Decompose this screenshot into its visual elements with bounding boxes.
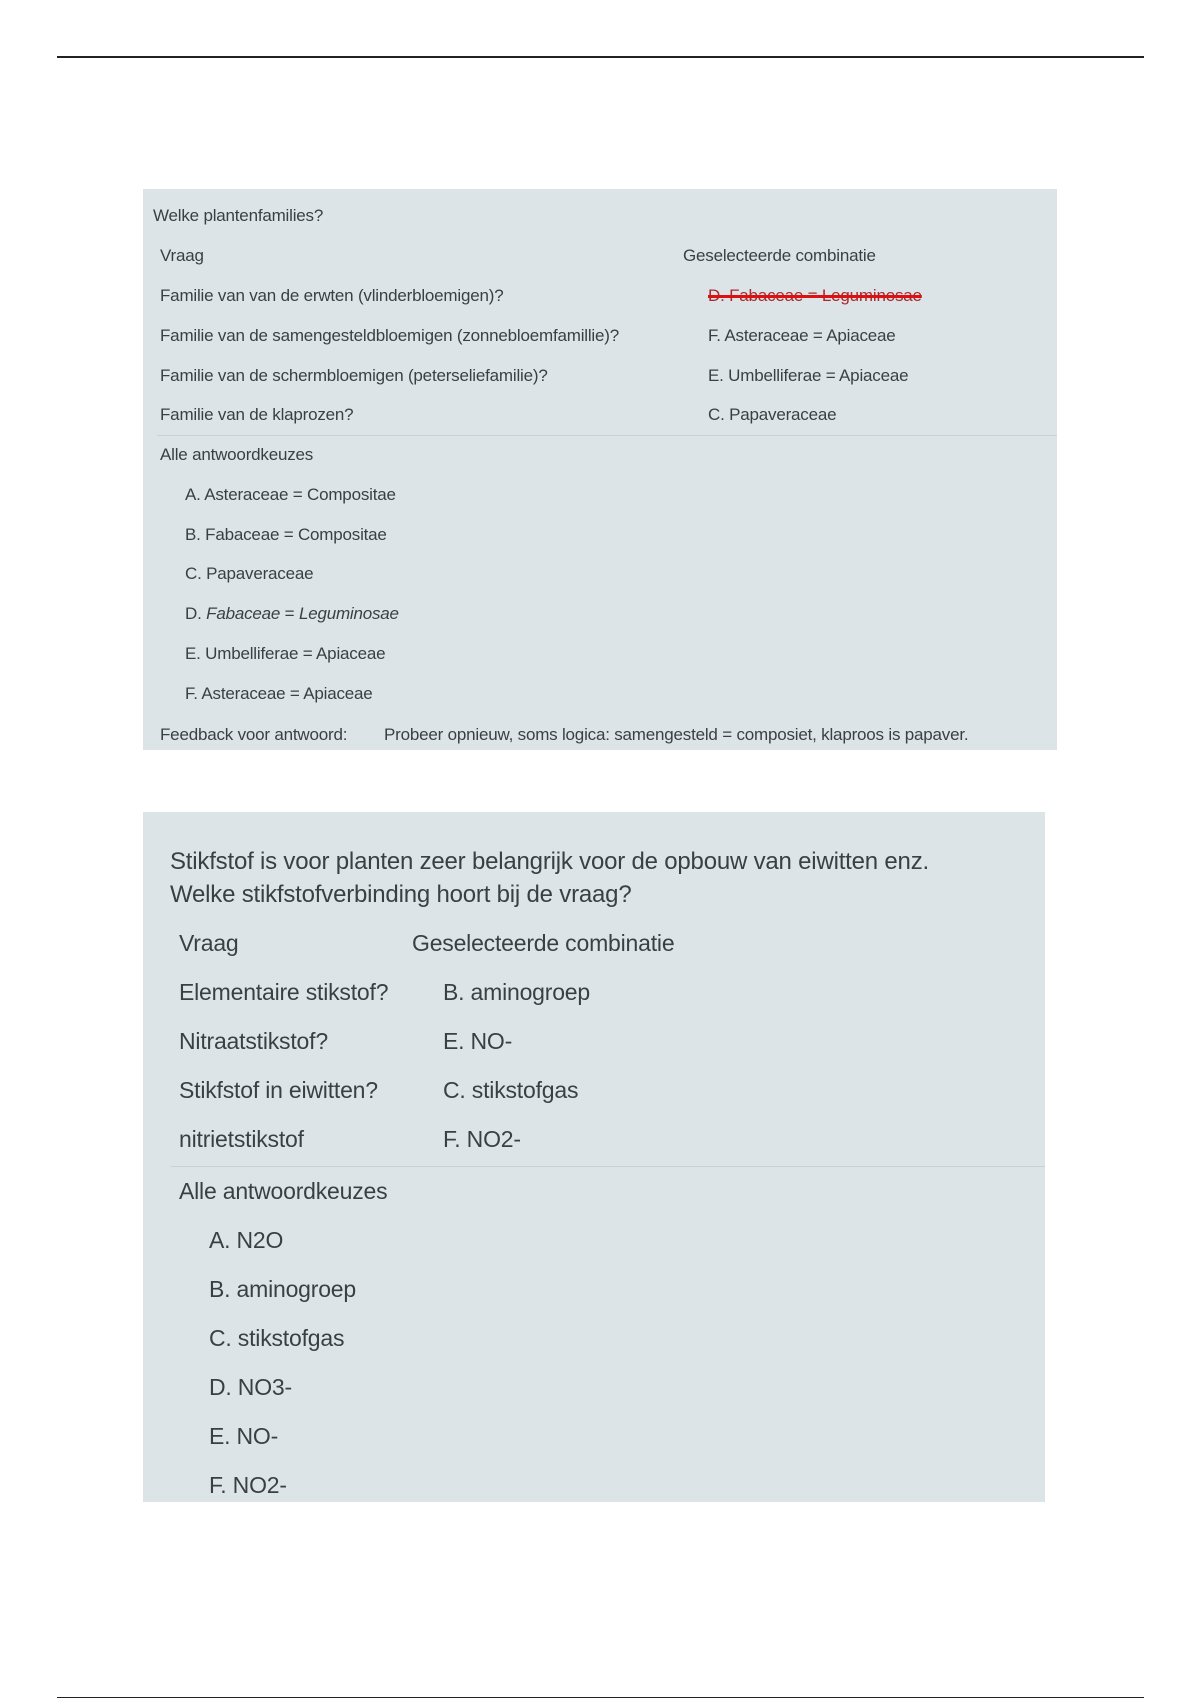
row-question: Familie van de klaprozen?	[160, 405, 354, 424]
row-answer: C. stikstofgas	[443, 1077, 579, 1103]
struck-answer-text: D. Fabaceae = Leguminosae	[708, 286, 922, 305]
column-header-vraag: Vraag	[160, 246, 204, 265]
row-question: nitrietstikstof	[179, 1126, 304, 1152]
choice-item: C. stikstofgas	[209, 1325, 345, 1351]
choice-item: F. Asteraceae = Apiaceae	[185, 684, 373, 703]
choice-item: F. NO2-	[209, 1472, 287, 1498]
feedback-label: Feedback voor antwoord:	[160, 725, 348, 744]
choice-d-letter: D.	[185, 604, 202, 623]
feedback-text: Probeer opnieuw, soms logica: samengesteld = composiet, klaproos is papaver.	[384, 725, 969, 744]
row-answer: C. Papaveraceae	[708, 405, 837, 424]
footer-rule	[57, 1697, 1144, 1698]
question-prompt: Welke plantenfamilies?	[153, 206, 324, 225]
choice-item: B. Fabaceae = Compositae	[185, 525, 387, 544]
choice-item: D. NO3-	[209, 1374, 292, 1400]
row-answer: B. aminogroep	[443, 979, 590, 1005]
choice-d-italic-1: Fabaceae	[206, 604, 281, 623]
row-answer: E. NO-	[443, 1028, 513, 1054]
divider	[157, 435, 1057, 436]
row-question: Stikfstof in eiwitten?	[179, 1077, 378, 1103]
choice-d-italic-2: Leguminosae	[298, 604, 399, 623]
choices-label: Alle antwoordkeuzes	[160, 445, 314, 464]
column-header-vraag: Vraag	[179, 930, 239, 956]
column-header-combinatie: Geselecteerde combinatie	[412, 930, 675, 956]
header-rule	[57, 56, 1144, 58]
choice-item: E. Umbelliferae = Apiaceae	[185, 644, 386, 663]
question-prompt-line1: Stikfstof is voor planten zeer belangrijk voor de opbouw van eiwitten enz.	[170, 848, 929, 875]
divider	[171, 1166, 1045, 1167]
column-header-combinatie: Geselecteerde combinatie	[683, 246, 876, 265]
row-answer-struck	[708, 286, 922, 306]
choices-label: Alle antwoordkeuzes	[179, 1178, 388, 1204]
choice-item-d	[185, 604, 399, 624]
row-question: Familie van de schermbloemigen (peterseliefamilie)?	[160, 366, 548, 385]
row-question: Familie van van de erwten (vlinderbloemigen)?	[160, 286, 504, 305]
row-answer: E. Umbelliferae = Apiaceae	[708, 366, 909, 385]
question-panel-nitrogen	[143, 812, 1045, 1502]
choice-item: A. N2O	[209, 1227, 284, 1253]
row-question: Nitraatstikstof?	[179, 1028, 328, 1054]
question-prompt-line2: Welke stikfstofverbinding hoort bij de vraag?	[170, 881, 632, 908]
row-answer: F. NO2-	[443, 1126, 521, 1152]
choice-item: B. aminogroep	[209, 1276, 356, 1302]
row-answer: F. Asteraceae = Apiaceae	[708, 326, 896, 345]
choice-d-eq: =	[280, 604, 299, 623]
choice-item: C. Papaveraceae	[185, 564, 314, 583]
question-panel-plant-families	[143, 189, 1057, 750]
choice-item: E. NO-	[209, 1423, 279, 1449]
row-question: Elementaire stikstof?	[179, 979, 389, 1005]
choice-item: A. Asteraceae = Compositae	[185, 485, 396, 504]
row-question: Familie van de samengesteldbloemigen (zonnebloemfamillie)?	[160, 326, 619, 345]
